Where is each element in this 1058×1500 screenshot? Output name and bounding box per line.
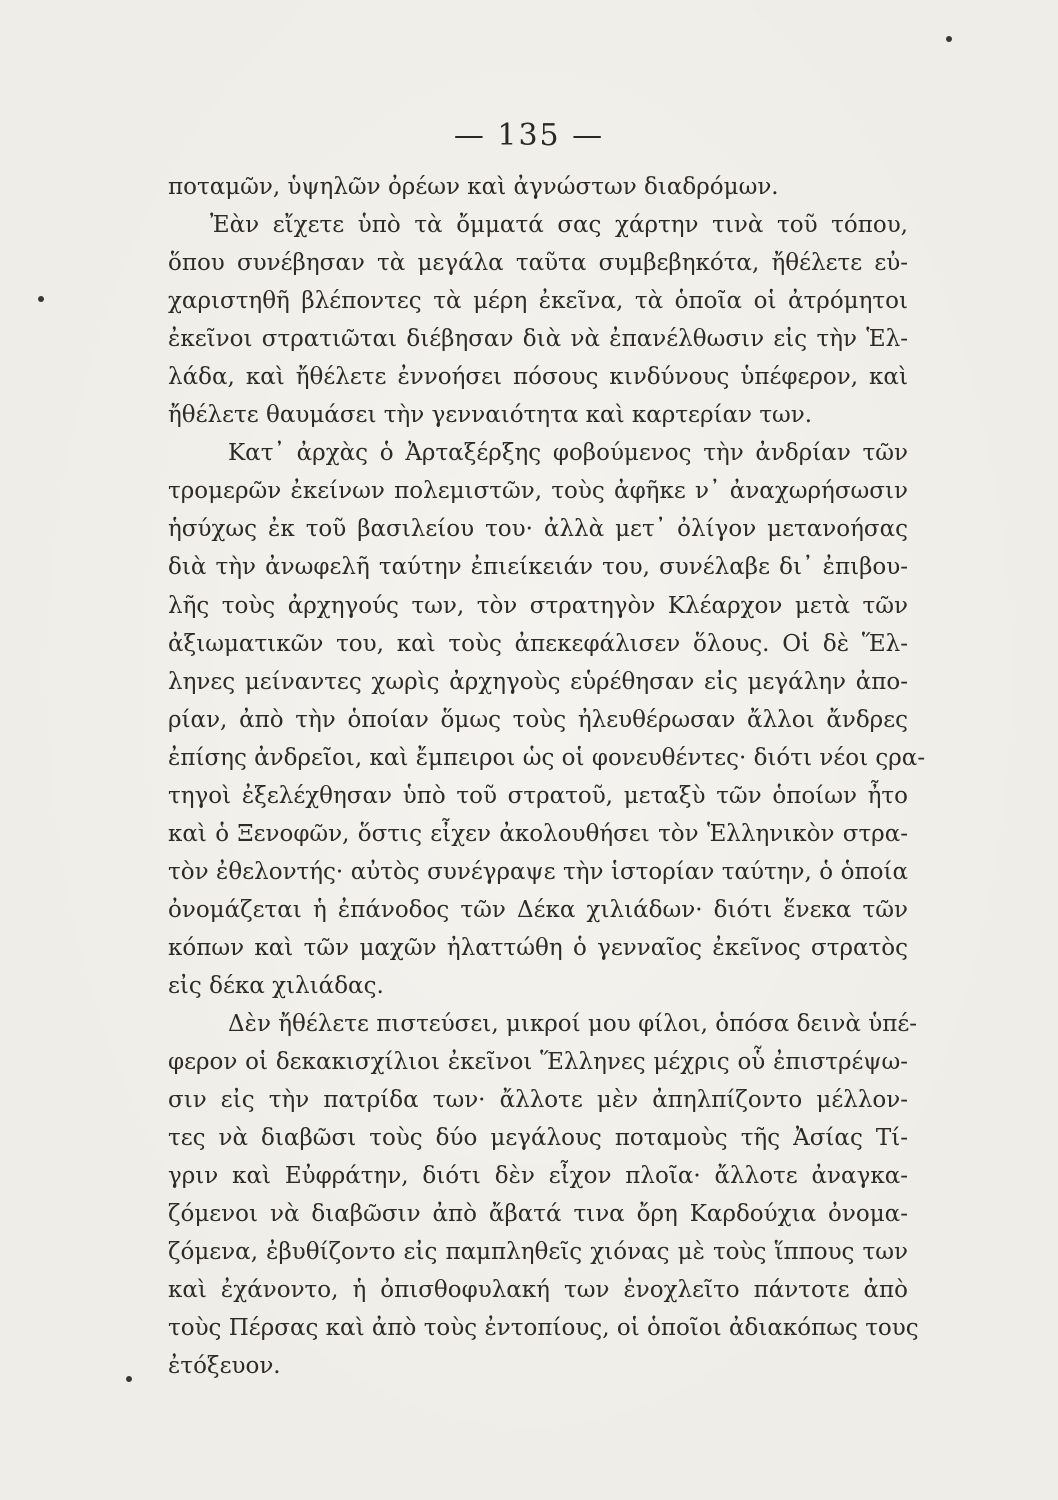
text-line: διὰ τὴν ἀνωφελῆ ταύτην ἐπιείκειάν του, συνέλαβε δι᾿ ἐπιβου- xyxy=(168,554,908,581)
text-line: ἡσύχως ἐκ τοῦ βασιλείου του· ἀλλὰ μετ᾿ ὀλίγον μετανοήσας xyxy=(168,516,908,543)
text-line: Κατ᾿ ἀρχὰς ὁ Ἀρταξέρξης φοβούμενος τὴν ἀνδρίαν τῶν xyxy=(228,440,908,467)
text-line: ἐκεῖνοι στρατιῶται διέβησαν διὰ νὰ ἐπανέλθωσιν εἰς τὴν Ἑλ- xyxy=(168,326,908,353)
scan-speck xyxy=(38,296,44,302)
text-line: τὸν ἐθελοντής· αὐτὸς συνέγραψε τὴν ἱστορίαν ταύτην, ὁ ὁποία xyxy=(168,858,908,885)
text-line: εἰς δέκα χιλιάδας. xyxy=(168,972,384,999)
text-line: ἤθέλετε θαυμάσει τὴν γενναιότητα καὶ καρτερίαν των. xyxy=(168,402,813,429)
text-line: ληνες μείναντες χωρὶς ἀρχηγοὺς εὑρέθησαν εἰς μεγάλην ἀπο- xyxy=(168,668,908,695)
text-line: ἐπίσης ἀνδρεῖοι, καὶ ἔμπειροι ὡς οἱ φονευθέντες· διότι νέοι ςρα- xyxy=(168,744,926,771)
text-line: τρομερῶν ἐκείνων πολεμιστῶν, τοὺς ἀφῆκε ν᾿ ἀναχωρήσωσιν xyxy=(168,478,908,505)
scan-speck xyxy=(126,1376,132,1382)
text-line: καὶ ἐχάνοντο, ἡ ὀπισθοφυλακή των ἐνοχλεῖτο πάντοτε ἀπὸ xyxy=(168,1277,908,1304)
text-line: φερον οἱ δεκακισχίλιοι ἐκεῖνοι Ἕλληνες μέχρις οὗ ἐπιστρέψω- xyxy=(168,1049,908,1076)
text-line: τες νὰ διαβῶσι τοὺς δύο μεγάλους ποταμοὺς τῆς Ἀσίας Τί- xyxy=(168,1125,908,1152)
scan-speck xyxy=(946,36,952,42)
text-line: λάδα, καὶ ἤθέλετε ἐννοήσει πόσους κινδύνους ὑπέφερον, καὶ xyxy=(168,364,908,391)
text-line: κόπων καὶ τῶν μαχῶν ἠλαττώθη ὁ γενναῖος ἐκεῖνος στρατὸς xyxy=(168,934,908,961)
text-line: ρίαν, ἀπὸ τὴν ὁποίαν ὅμως τοὺς ἠλευθέρωσαν ἄλλοι ἄνδρες xyxy=(168,706,908,733)
text-line: ἐτόξευον. xyxy=(168,1353,281,1380)
text-line: σιν εἰς τὴν πατρίδα των· ἄλλοτε μὲν ἀπηλπίζοντο μέλλον- xyxy=(168,1087,908,1114)
text-line: καὶ ὁ Ξενοφῶν, ὅστις εἶχεν ἀκολουθήσει τὸν Ἑλληνικὸν στρα- xyxy=(168,820,908,847)
text-line: τοὺς Πέρσας καὶ ἀπὸ τοὺς ἐντοπίους, οἱ ὁποῖοι ἀδιακόπως τους xyxy=(168,1315,919,1342)
text-line: ζόμενα, ἐβυθίζοντο εἰς παμπληθεῖς χιόνας μὲ τοὺς ἵππους των xyxy=(168,1239,908,1266)
text-line: Δὲν ἤθέλετε πιστεύσει, μικροί μου φίλοι, ὁπόσα δεινὰ ὑπέ- xyxy=(228,1011,918,1038)
text-line: Ἐὰν εἴχετε ὑπὸ τὰ ὄμματά σας χάρτην τινὰ τοῦ τόπου, xyxy=(210,212,908,239)
text-line: ποταμῶν, ὑψηλῶν ὀρέων καὶ ἀγνώστων διαδρόμων. xyxy=(168,174,779,200)
text-line: γριν καὶ Εὐφράτην, διότι δὲν εἶχον πλοῖα· ἄλλοτε ἀναγκα- xyxy=(168,1163,908,1190)
text-line: ὅπου συνέβησαν τὰ μεγάλα ταῦτα συμβεβηκότα, ἤθέλετε εὐ- xyxy=(168,250,908,277)
body-text xyxy=(168,168,926,1386)
text-line: ζόμενοι νὰ διαβῶσιν ἀπὸ ἄβατά τινα ὄρη Καρδούχια ὀνομα- xyxy=(168,1201,908,1228)
text-line: τηγοὶ ἐξελέχθησαν ὑπὸ τοῦ στρατοῦ, μεταξὺ τῶν ὁποίων ἦτο xyxy=(168,782,908,809)
text-line: ὀνομάζεται ἡ ἐπάνοδος τῶν Δέκα χιλιάδων· διότι ἕνεκα τῶν xyxy=(168,896,908,923)
text-line: ἀξιωματικῶν του, καὶ τοὺς ἀπεκεφάλισεν ὅλους. Οἱ δὲ Ἕλ- xyxy=(168,630,908,657)
page-number: — 135 — xyxy=(453,118,605,153)
text-line: χαριστηθῆ βλέποντες τὰ μέρη ἐκεῖνα, τὰ ὁποῖα οἱ ἀτρόμητοι xyxy=(168,288,908,315)
text-line: λῆς τοὺς ἀρχηγούς των, τὸν στρατηγὸν Κλέαρχον μετὰ τῶν xyxy=(168,592,908,619)
